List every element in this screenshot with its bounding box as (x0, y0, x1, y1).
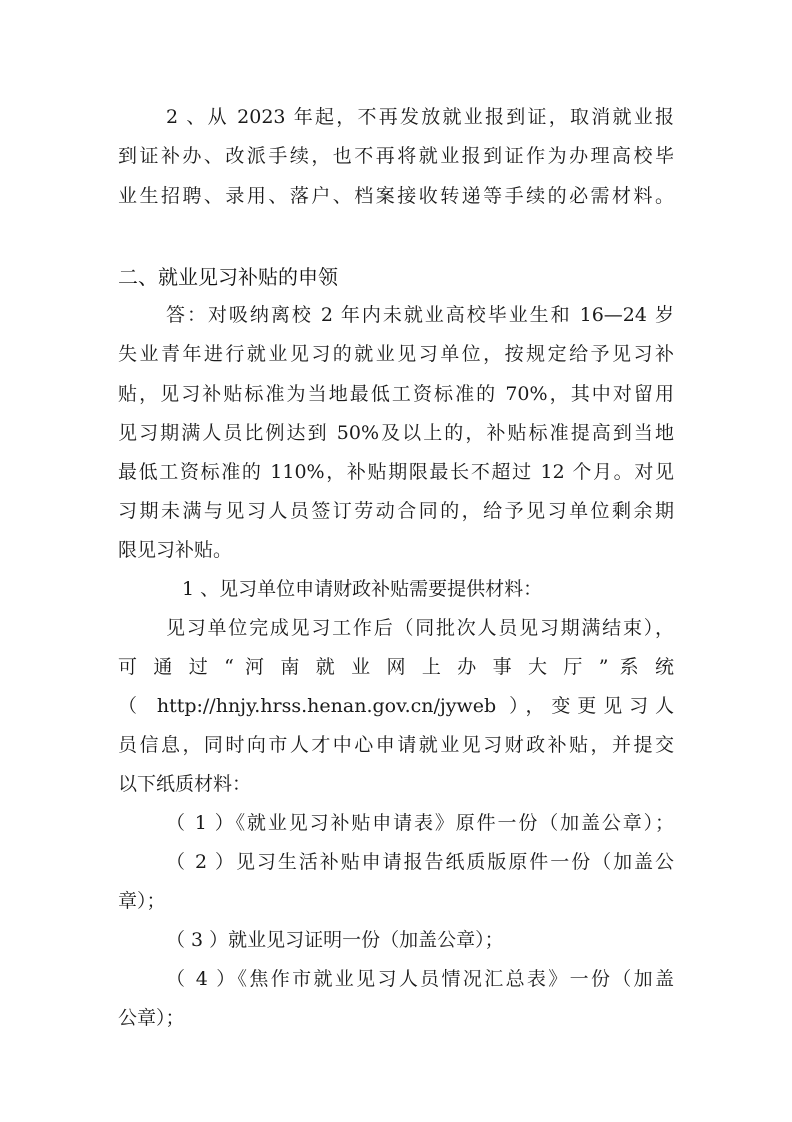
text-line: 可 通 过 “ 河 南 就 业 网 上 办 事 大 厅 ” 系 统 (118, 656, 674, 678)
list-item: （ 3 ）就业见习证明一份（加盖公章）； (166, 929, 504, 951)
text-line: 见习单位完成见习工作后（同批次人员见习期满结束）， (166, 617, 674, 639)
text-line: 见习期满人员比例达到 50%及以上的，补贴标准提高到当地 (118, 422, 674, 444)
list-item-continuation: 公章）； (118, 1007, 185, 1029)
text-line: 业生招聘、录用、落户、档案接收转递等手续的必需材料。 (118, 185, 674, 207)
list-item: （ 1 ）《就业见习补贴申请表》原件一份（加盖公章）； (166, 812, 674, 834)
section-heading: 二、就业见习补贴的申领 (118, 265, 338, 289)
text-line: 失业青年进行就业见习的就业见习单位，按规定给予见习补 (118, 343, 674, 365)
text-line: 最低工资标准的 110%，补贴期限最长不超过 12 个月。对见 (118, 461, 674, 483)
text-line: 以下纸质材料： (118, 773, 252, 795)
url-line: （ http://hnjy.hrss.henan.gov.cn/jyweb ），变更见习人 (118, 695, 674, 717)
list-item: （ 4 ）《焦作市就业见习人员情况汇总表》一份（加盖 (166, 968, 674, 990)
text-line: 到证补办、改派手续，也不再将就业报到证作为办理高校毕 (118, 145, 674, 167)
text-line: 贴，见习补贴标准为当地最低工资标准的 70%，其中对留用 (118, 383, 674, 405)
list-item-continuation: 章）； (118, 890, 166, 912)
subsection-heading: 1 、见习单位申请财政补贴需要提供材料： (182, 578, 543, 600)
text-line: 答：对吸纳离校 2 年内未就业高校毕业生和 16—24 岁 (166, 304, 674, 326)
text-line: 习期未满与见习人员签订劳动合同的，给予见习单位剩余期 (118, 500, 674, 522)
text-line: 限见习补贴。 (118, 539, 233, 561)
text-line: 2 、从 2023 年起，不再发放就业报到证，取消就业报 (166, 106, 674, 128)
list-item: （ 2 ）见习生活补贴申请报告纸质版原件一份（加盖公 (166, 851, 674, 873)
text-line: 员信息，同时向市人才中心申请就业见习财政补贴，并提交 (118, 734, 674, 756)
